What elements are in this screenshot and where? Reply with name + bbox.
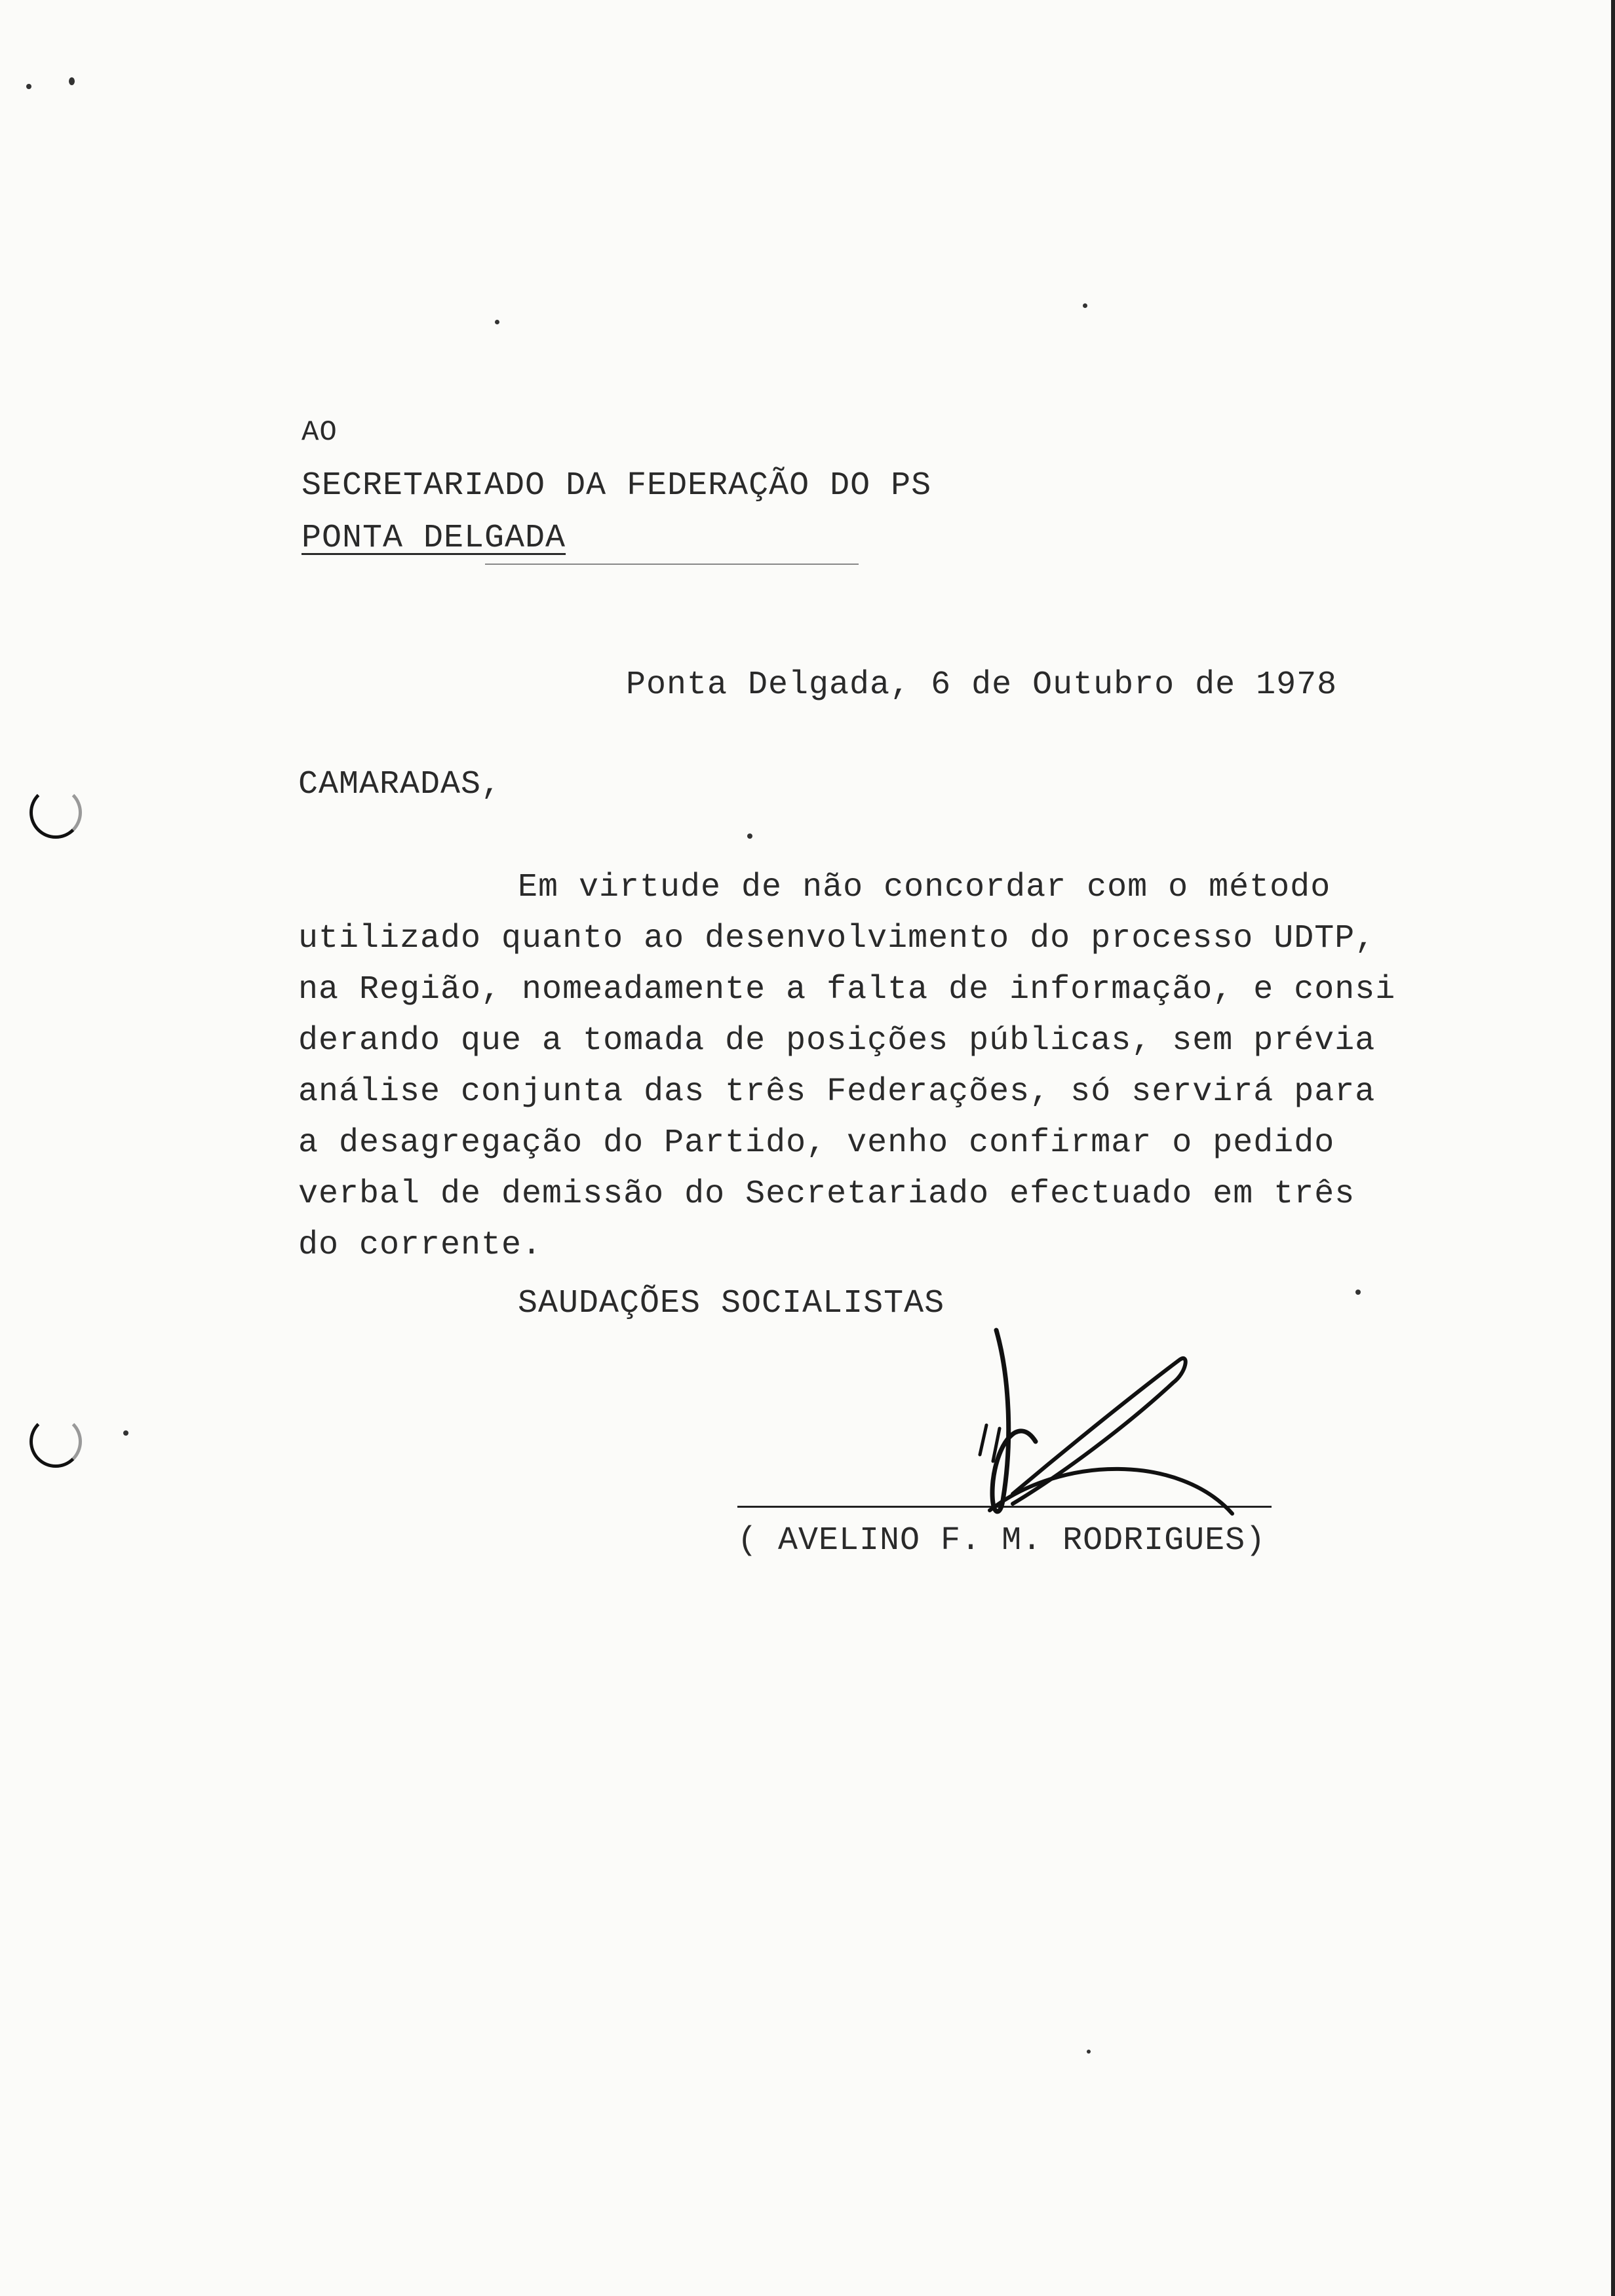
body-line: na Região, nomeadamente a falta de informação, e consi	[298, 971, 1396, 1008]
scan-speck	[1083, 303, 1087, 308]
page-edge	[1611, 0, 1615, 2296]
scan-speck	[1355, 1290, 1361, 1295]
scan-speck	[747, 833, 752, 839]
signer-name: ( AVELINO F. M. RODRIGUES)	[737, 1522, 1266, 1559]
body-line: derando que a tomada de posições públicas, sem prévia	[298, 1022, 1376, 1060]
address-city: PONTA DELGADA	[302, 520, 566, 557]
body-line: do corrente.	[298, 1227, 543, 1264]
body-line: análise conjunta das três Federações, só servirá para	[298, 1073, 1376, 1111]
body-line: a desagregação do Partido, venho confirmar o pedido	[298, 1124, 1335, 1162]
scan-speck	[1087, 2050, 1091, 2054]
scan-speck	[26, 84, 31, 89]
address-to: AO	[302, 416, 338, 449]
body-line: Em virtude de não concordar com o método	[518, 869, 1331, 906]
body-line: utilizado quanto ao desenvolvimento do processo UDTP,	[298, 920, 1376, 957]
address-org: SECRETARIADO DA FEDERAÇÃO DO PS	[302, 467, 932, 505]
scan-speck	[495, 320, 499, 324]
body-line: verbal de demissão do Secretariado efectuado em três	[298, 1176, 1355, 1213]
date-line: Ponta Delgada, 6 de Outubro de 1978	[626, 666, 1338, 704]
closing: SAUDAÇÕES SOCIALISTAS	[518, 1285, 945, 1322]
punch-hole	[29, 786, 82, 839]
salutation: CAMARADAS,	[298, 766, 502, 803]
scan-speck	[69, 77, 75, 85]
scan-speck	[123, 1430, 128, 1436]
punch-hole	[29, 1415, 82, 1468]
